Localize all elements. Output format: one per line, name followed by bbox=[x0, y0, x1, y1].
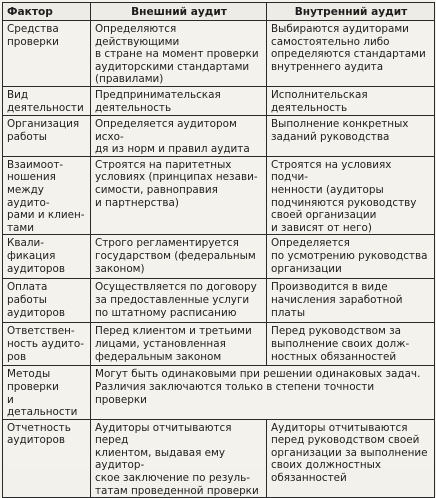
cell-factor: Вид деятельности bbox=[3, 86, 91, 115]
cell-internal: Исполнительская деятельность bbox=[267, 86, 435, 115]
cell-factor: Квали- фикация аудиторов bbox=[3, 235, 91, 279]
table-row bbox=[3, 366, 435, 419]
cell-internal: Выбираются аудиторами самостоятельно либо определяются стандартами внутреннего аудита bbox=[267, 21, 435, 87]
cell-factor: Организация работы bbox=[3, 115, 91, 156]
cell-factor: Отчетность аудиторов bbox=[3, 419, 91, 498]
cell-internal: Производится в виде начисления заработной платы bbox=[267, 279, 435, 323]
table-row bbox=[3, 156, 435, 235]
cell-factor: Методы проверки и детальности bbox=[3, 366, 91, 419]
cell-merged: Могут быть одинаковыми при решении одинаковых задач. Различия заключаются только в степени точности проверки bbox=[91, 366, 435, 419]
cell-factor: Взаимоот- ношения между аудито- рами и клиен- тами bbox=[3, 156, 91, 235]
cell-external: Строятся на паритетных условиях (принципах незави- симости, равноправия и партнерства) bbox=[91, 156, 267, 235]
cell-external: Предпринимательская деятельность bbox=[91, 86, 267, 115]
cell-external: Перед клиентом и третьими лицами, установленная федеральным законом bbox=[91, 323, 267, 366]
cell-internal: Аудиторы отчитываются перед руководством своей организации за выполнение своих должностных обязанностей bbox=[267, 419, 435, 498]
table-row bbox=[3, 86, 435, 115]
table-header-row bbox=[3, 3, 435, 21]
table-row bbox=[3, 279, 435, 323]
cell-factor: Ответствен- ность аудито- ров bbox=[3, 323, 91, 366]
table-row bbox=[3, 419, 435, 498]
table-row bbox=[3, 21, 435, 87]
table-row bbox=[3, 323, 435, 366]
header-factor: Фактор bbox=[3, 3, 91, 21]
cell-external: Аудиторы отчитываются перед клиентом, выдавая ему аудитор- ское заключение по резуль- татам проведенной проверки bbox=[91, 419, 267, 498]
header-external-audit: Внешний аудит bbox=[91, 3, 267, 21]
cell-external: Осуществляется по договору за предоставленные услуги по штатному расписанию bbox=[91, 279, 267, 323]
cell-external: Определяются действующими в стране на момент проверки аудиторскими стандартами (правилами) bbox=[91, 21, 267, 87]
table-row bbox=[3, 235, 435, 279]
cell-internal: Строятся на условиях подчи- ненности (аудиторы подчиняются руководству своей организации и зависят от него) bbox=[267, 156, 435, 235]
cell-factor: Оплата работы аудиторов bbox=[3, 279, 91, 323]
header-internal-audit: Внутренний аудит bbox=[267, 3, 435, 21]
cell-factor: Средства проверки bbox=[3, 21, 91, 87]
cell-external: Строго регламентируется государством (федеральным законом) bbox=[91, 235, 267, 279]
cell-internal: Выполнение конкретных заданий руководства bbox=[267, 115, 435, 156]
cell-internal: Определяется по усмотрению руководства организации bbox=[267, 235, 435, 279]
cell-external: Определяется аудитором исхо- дя из норм и правил аудита bbox=[91, 115, 267, 156]
table-row bbox=[3, 115, 435, 156]
audit-comparison-table bbox=[2, 2, 435, 498]
cell-internal: Перед руководством за выполнение своих долж- ностных обязанностей bbox=[267, 323, 435, 366]
